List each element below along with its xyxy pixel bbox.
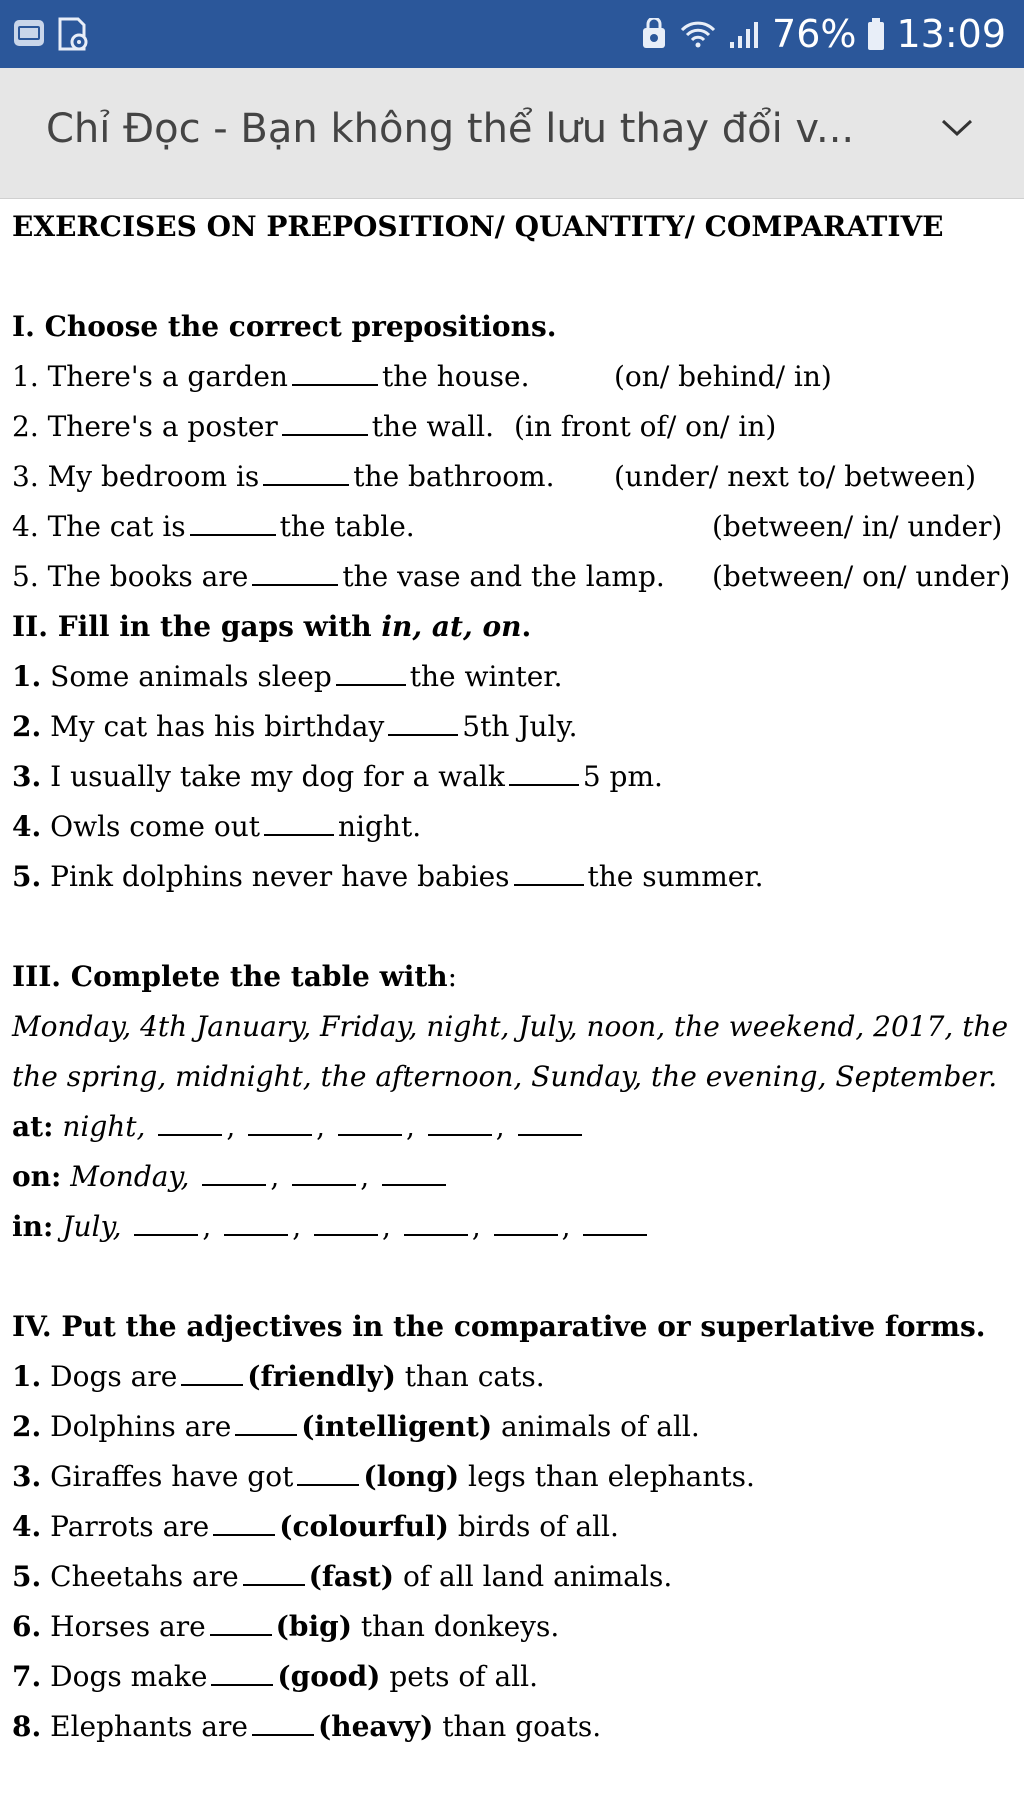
s1-q4-options: (between/ in/ under) [712,510,1003,543]
answer-blank [211,1683,273,1686]
section-3-title: III. Complete the table with: [12,960,458,993]
s1-question-4: 4. The cat is the table. [12,510,415,543]
answer-blank [235,1433,297,1436]
s3-in-row: in: July, , , , , , [12,1210,651,1243]
s2-question-3: 3. I usually take my dog for a walk 5 pm. [12,760,663,793]
status-bar [0,0,1024,68]
answer-blank [583,1233,647,1236]
document-settings-icon [56,16,90,56]
s4-question-6: 6. Horses are (big) than donkeys. [12,1610,560,1643]
s2-question-1: 1. Some animals sleep the winter. [12,660,563,693]
answer-blank [388,733,458,736]
answer-blank [292,383,378,386]
signal-icon [728,18,762,50]
section-4-title: IV. Put the adjectives in the comparative or superlative forms. [12,1310,986,1343]
section-2-title: II. Fill in the gaps with in, at, on. [12,610,532,643]
s1-question-3: 3. My bedroom is the bathroom. [12,460,555,493]
s1-question-5: 5. The books are the vase and the lamp. [12,560,665,593]
answer-blank [282,433,368,436]
s1-question-2: 2. There's a poster the wall. [12,410,495,443]
s1-q1-options: (on/ behind/ in) [614,360,832,393]
s2-question-5: 5. Pink dolphins never have babies the summer. [12,860,764,893]
battery-icon [866,17,886,51]
s3-at-row: at: night, , , , , [12,1110,586,1143]
s2-question-2: 2. My cat has his birthday 5th July. [12,710,578,743]
doc-heading: EXERCISES ON PREPOSITION/ QUANTITY/ COMPARATIVE [12,210,944,243]
answer-blank [382,1183,446,1186]
answer-blank [514,883,584,886]
s4-question-1: 1. Dogs are (friendly) than cats. [12,1360,545,1393]
section-1-title: I. Choose the correct prepositions. [12,310,557,343]
s1-question-1: 1. There's a garden the house. [12,360,530,393]
answer-blank [494,1233,558,1236]
answer-blank [243,1583,305,1586]
answer-blank [518,1133,582,1136]
s1-q2-options: (in front of/ on/ in) [514,410,777,443]
s4-question-8: 8. Elephants are (heavy) than goats. [12,1710,602,1743]
document-title: Chỉ Đọc - Bạn không thể lưu thay đổi v... [46,106,855,152]
s3-word-list-line-2: the spring, midnight, the afternoon, Sunday, the evening, September. [12,1060,998,1093]
answer-blank [158,1133,222,1136]
answer-blank [190,533,276,536]
s3-on-row: on: Monday, , , [12,1160,450,1193]
answer-blank [248,1133,312,1136]
battery-percent: 76% [772,12,857,56]
answer-blank [181,1383,243,1386]
app-notification-icon [12,16,46,56]
answer-blank [314,1233,378,1236]
answer-blank [213,1533,275,1536]
document-title-bar[interactable] [0,68,1024,199]
s1-q5-options: (between/ on/ under) [712,560,1011,593]
answer-blank [252,1733,314,1736]
wifi-icon [678,18,718,50]
answer-blank [336,683,406,686]
s4-question-3: 3. Giraffes have got (long) legs than elephants. [12,1460,755,1493]
answer-blank [252,583,338,586]
s4-question-4: 4. Parrots are (colourful) birds of all. [12,1510,619,1543]
s4-question-2: 2. Dolphins are (intelligent) animals of all. [12,1410,700,1443]
answer-blank [210,1633,272,1636]
clock: 13:09 [896,12,1006,56]
s4-question-7: 7. Dogs make (good) pets of all. [12,1660,538,1693]
s1-q3-options: (under/ next to/ between) [614,460,977,493]
answer-blank [202,1183,266,1186]
answer-blank [404,1233,468,1236]
answer-blank [224,1233,288,1236]
answer-blank [134,1233,198,1236]
answer-blank [428,1133,492,1136]
chevron-down-icon[interactable] [940,118,974,143]
recycle-lock-icon [640,18,668,50]
s2-question-4: 4. Owls come out night. [12,810,422,843]
answer-blank [509,783,579,786]
answer-blank [292,1183,356,1186]
answer-blank [264,833,334,836]
s3-word-list-line-1: Monday, 4th January, Friday, night, July, noon, the weekend, 2017, the [12,1010,1009,1043]
answer-blank [338,1133,402,1136]
s4-question-5: 5. Cheetahs are (fast) of all land animals. [12,1560,673,1593]
answer-blank [297,1483,359,1486]
answer-blank [263,483,349,486]
